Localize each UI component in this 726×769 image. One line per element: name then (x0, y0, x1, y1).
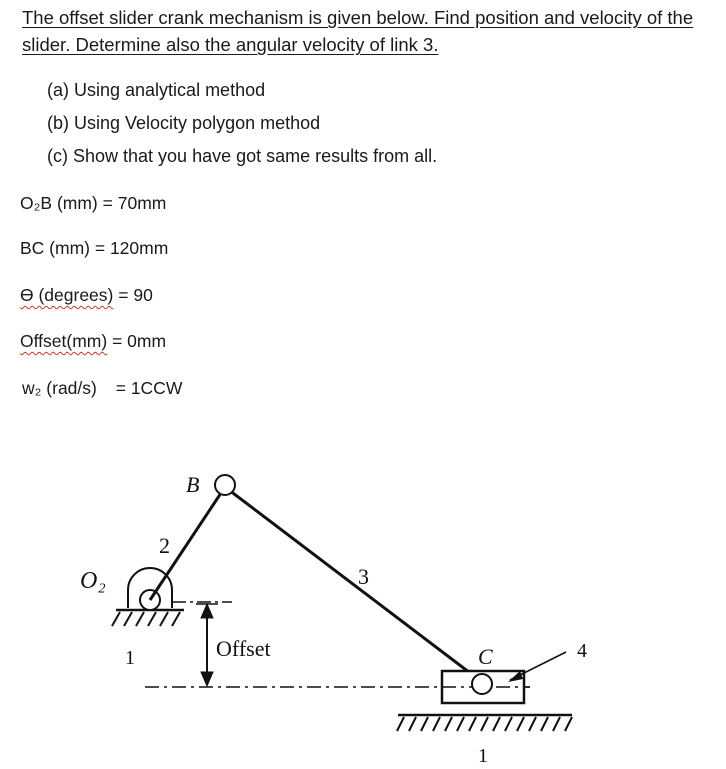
slider-ground (397, 715, 572, 731)
label-link-3: 3 (358, 564, 369, 589)
param-label: Offset(mm) (20, 331, 108, 351)
param-label: ϴ (degrees) (20, 285, 114, 305)
label-b: B (186, 472, 200, 497)
label-o2: O₂ (80, 568, 106, 594)
param-value: = 70mm (102, 193, 167, 213)
label-offset: Offset (216, 636, 271, 661)
task-b: (b) Using Velocity polygon method (47, 113, 321, 133)
offset-dimension (196, 604, 218, 686)
param-value: = 90 (118, 285, 153, 305)
param-label: O₂B (mm) (20, 193, 98, 213)
param-value: = 0mm (112, 331, 167, 351)
label-link-2: 2 (159, 533, 170, 558)
joint-b (215, 475, 235, 495)
label-link-4: 4 (577, 640, 587, 662)
param-value: = 1CCW (115, 378, 183, 398)
task-a: (a) Using analytical method (47, 80, 266, 100)
label-ground-1-left: 1 (125, 647, 135, 669)
label-c: C (478, 644, 493, 669)
param-value: = 120mm (94, 238, 169, 258)
param-label: w₂ (rad/s) (22, 378, 97, 398)
task-c: (c) Show that you have got same results from all. (47, 146, 438, 166)
label-ground-1-right: 1 (478, 745, 488, 767)
param-label: BC (mm) (20, 238, 90, 258)
problem-title: The offset slider crank mechanism is given below. Find position and velocity of the slider. Determine also the angular velocity of link 3. (22, 7, 694, 55)
joint-c (472, 674, 492, 694)
